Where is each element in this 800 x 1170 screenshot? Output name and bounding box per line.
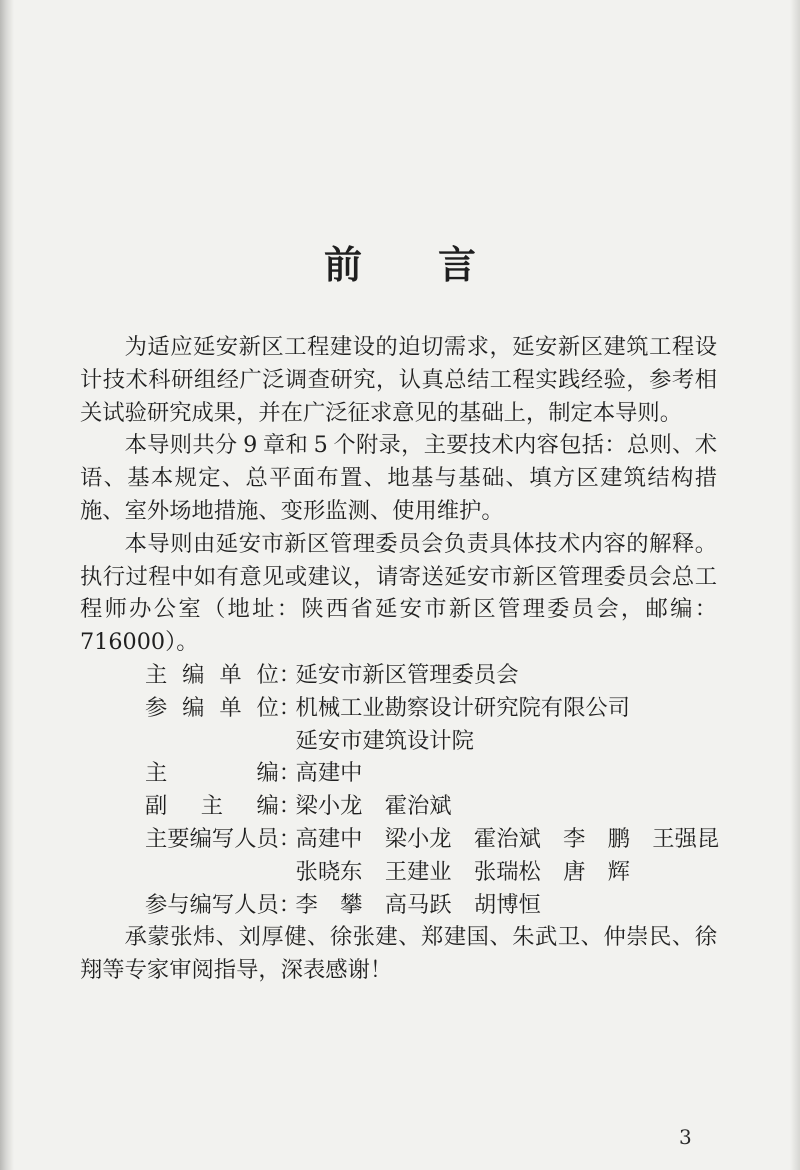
credits-list	[80, 659, 720, 921]
credit-separator: ：	[278, 661, 302, 688]
credit-values	[296, 889, 541, 922]
credit-row-deputy-editors	[80, 790, 717, 823]
credit-label: 参与编写人员	[145, 891, 279, 918]
body-paragraph-contents: 本导则共分 9 章和 5 个附录，主要技术内容包括：总则、术语、基本规定、总平面布置、地基与基础、填方区建筑结构措施、室外场地措施、变形监测、使用维护。	[80, 432, 717, 524]
credit-label: 主要编写人员	[145, 825, 279, 852]
credit-row-contributors	[80, 889, 717, 922]
credit-value: 张晓东 王建业 张瑞松 唐 辉	[295, 858, 630, 885]
body-paragraph-contact: 本导则由延安市新区管理委员会负责具体技术内容的解释。执行过程中如有意见或建议，请寄送延安市新区管理委员会总工程师办公室（地址：陕西省延安市新区管理委员会，邮编：716000）。	[80, 530, 717, 656]
credit-separator: ：	[278, 793, 302, 820]
credit-row-co-editor-units	[80, 692, 717, 758]
credit-label: 主编单位	[145, 661, 279, 688]
page-title-text: 前言	[323, 242, 552, 287]
credit-value: 延安市建筑设计院	[295, 727, 474, 754]
credit-separator: ：	[278, 760, 302, 787]
credit-values	[296, 692, 630, 758]
credit-value: 高建中 梁小龙 霍治斌 李 鹏 王强昆	[295, 825, 720, 852]
credit-values	[296, 790, 452, 823]
credit-label: 参编单位	[145, 694, 279, 721]
body-paragraph-acknowledgement: 承蒙张炜、刘厚健、徐张建、郑建国、朱武卫、仲崇民、徐翔等专家审阅指导，深表感谢！	[80, 924, 717, 984]
credit-separator: ：	[278, 891, 302, 918]
body-paragraph-purpose: 为适应延安新区工程建设的迫切需求，延安新区建筑工程设计技术科研组经广泛调查研究，认真总结工程实践经验，参考相关试验研究成果，并在广泛征求意见的基础上，制定本导则。	[80, 334, 717, 426]
page-number: 3	[679, 1125, 692, 1149]
credit-value: 梁小龙 霍治斌	[295, 793, 452, 820]
credit-value: 延安市新区管理委员会	[295, 661, 519, 688]
credit-row-editor-unit	[80, 659, 717, 692]
preface-body	[80, 331, 720, 987]
credit-label: 主编	[145, 760, 279, 787]
credit-separator: ：	[278, 825, 302, 852]
credit-value: 高建中	[295, 760, 363, 787]
credit-values	[296, 659, 519, 692]
credit-label: 副主编	[145, 793, 279, 820]
page-title	[0, 244, 800, 286]
credit-value: 李 攀 高马跃 胡博恒	[295, 891, 541, 918]
credit-separator: ：	[278, 694, 302, 721]
credit-values	[296, 757, 363, 790]
credit-values	[296, 823, 720, 889]
credit-value: 机械工业勘察设计研究院有限公司	[295, 694, 630, 721]
credit-row-main-writers	[80, 823, 720, 889]
credit-row-chief-editor	[80, 757, 717, 790]
